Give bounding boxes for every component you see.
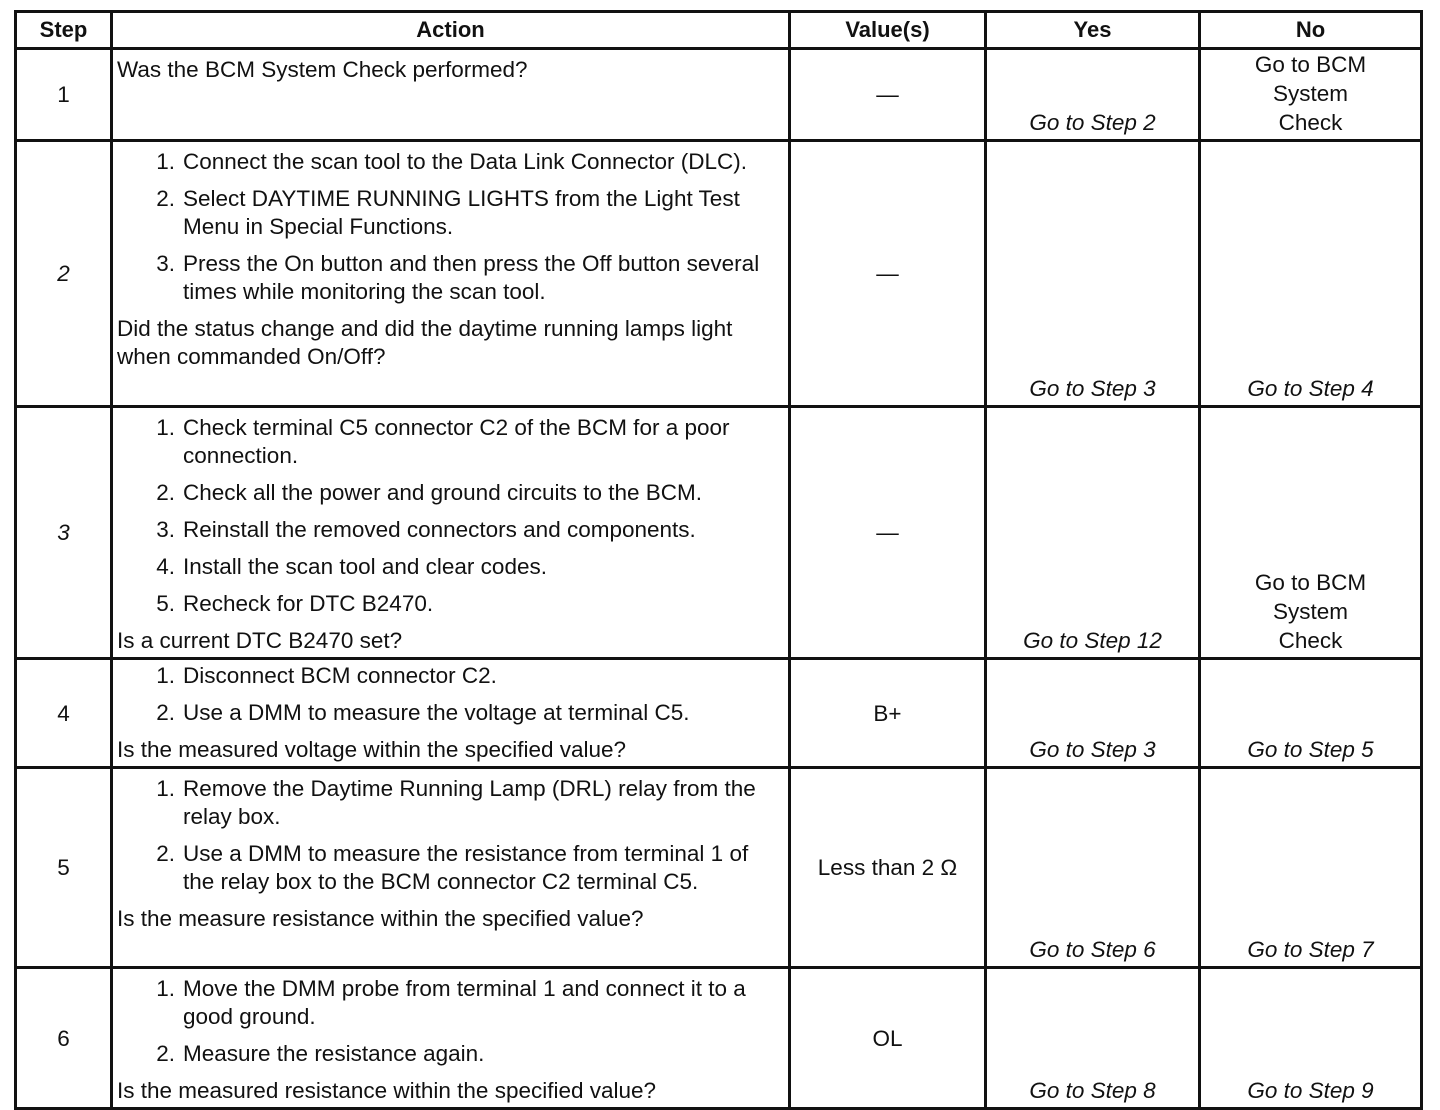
action-step: 1. Disconnect BCM connector C2. — [156, 663, 497, 688]
value-cell: — — [790, 407, 986, 659]
action-cell — [112, 141, 790, 407]
table-row — [16, 49, 1422, 141]
action-question: Is the measured resistance within the specified value? — [117, 1078, 657, 1103]
action-step: 2. Check all the power and ground circuits to the BCM. — [156, 480, 703, 505]
action-step: 1. Move the DMM probe from terminal 1 and connect it to a good ground. — [156, 976, 746, 1029]
step-number: 2 — [16, 141, 112, 407]
no-cell: Go to Step 4 — [1200, 141, 1422, 407]
no-cell: Go to Step 7 — [1200, 768, 1422, 968]
table-row — [16, 968, 1422, 1109]
no-cell: Go to BCM System Check — [1200, 49, 1422, 141]
header-row — [16, 12, 1422, 49]
table-row — [16, 141, 1422, 407]
action-step: 3. Press the On button and then press the Off button several times while monitoring the scan tool. — [156, 251, 760, 304]
action-question: Is a current DTC B2470 set? — [117, 628, 403, 653]
value-cell: — — [790, 49, 986, 141]
action-steps — [117, 975, 784, 1068]
action-question: Is the measured voltage within the specified value? — [117, 737, 627, 762]
header-values: Value(s) — [790, 12, 986, 49]
yes-cell: Go to Step 2 — [986, 49, 1200, 141]
table-row — [16, 768, 1422, 968]
yes-cell: Go to Step 6 — [986, 768, 1200, 968]
action-steps — [117, 414, 784, 618]
action-step: 4. Install the scan tool and clear codes. — [156, 554, 547, 579]
action-step: 3. Reinstall the removed connectors and components. — [156, 517, 696, 542]
yes-cell: Go to Step 8 — [986, 968, 1200, 1109]
header-step: Step — [16, 12, 112, 49]
action-question: Was the BCM System Check performed? — [117, 57, 528, 82]
step-number: 3 — [16, 407, 112, 659]
action-step: 1. Remove the Daytime Running Lamp (DRL) relay from the relay box. — [156, 776, 756, 829]
action-step: 2. Use a DMM to measure the voltage at terminal C5. — [156, 700, 690, 725]
action-steps — [117, 662, 784, 727]
header-no: No — [1200, 12, 1422, 49]
value-cell: B+ — [790, 659, 986, 768]
action-cell — [112, 659, 790, 768]
yes-cell: Go to Step 3 — [986, 659, 1200, 768]
yes-cell: Go to Step 3 — [986, 141, 1200, 407]
action-steps — [117, 775, 784, 896]
no-cell: Go to BCM System Check — [1200, 407, 1422, 659]
step-number: 1 — [16, 49, 112, 141]
action-step: 1. Check terminal C5 connector C2 of the BCM for a poor connection. — [156, 415, 730, 468]
header-action: Action — [112, 12, 790, 49]
table-row — [16, 659, 1422, 768]
no-cell: Go to Step 5 — [1200, 659, 1422, 768]
yes-cell: Go to Step 12 — [986, 407, 1200, 659]
table-row — [16, 407, 1422, 659]
value-cell: OL — [790, 968, 986, 1109]
no-cell: Go to Step 9 — [1200, 968, 1422, 1109]
header-yes: Yes — [986, 12, 1200, 49]
action-cell — [112, 49, 790, 141]
action-step: 2. Select DAYTIME RUNNING LIGHTS from the Light Test Menu in Special Functions. — [156, 186, 740, 239]
value-cell: Less than 2 Ω — [790, 768, 986, 968]
step-number: 6 — [16, 968, 112, 1109]
action-cell — [112, 768, 790, 968]
action-step: 1. Connect the scan tool to the Data Link Connector (DLC). — [156, 149, 748, 174]
diagnostic-table — [14, 10, 1423, 1110]
action-cell — [112, 968, 790, 1109]
action-steps — [117, 148, 784, 306]
step-number: 5 — [16, 768, 112, 968]
action-step: 2. Measure the resistance again. — [156, 1041, 485, 1066]
action-cell — [112, 407, 790, 659]
action-step: 2. Use a DMM to measure the resistance from terminal 1 of the relay box to the BCM connector C2 terminal C5. — [156, 841, 749, 894]
step-number: 4 — [16, 659, 112, 768]
action-question: Is the measure resistance within the specified value? — [117, 906, 644, 931]
action-step: 5. Recheck for DTC B2470. — [156, 591, 434, 616]
action-question: Did the status change and did the daytime running lamps light when commanded On/Off? — [117, 316, 733, 369]
value-cell: — — [790, 141, 986, 407]
